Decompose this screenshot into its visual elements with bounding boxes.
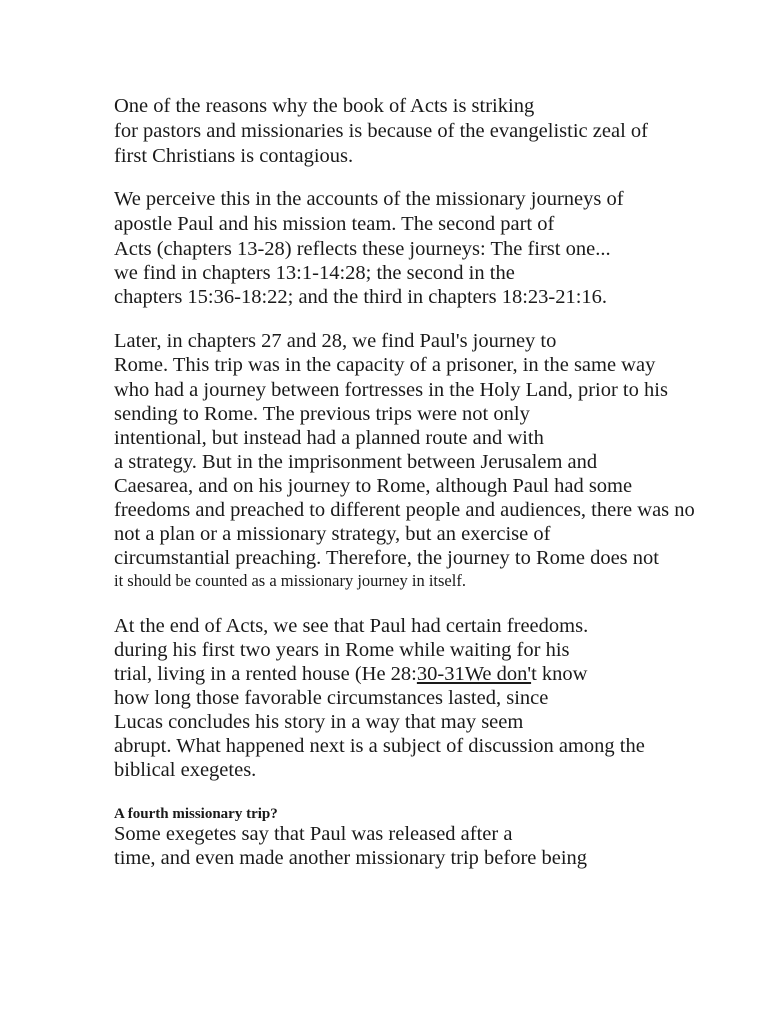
verse-reference-link[interactable]: 30-31We don'	[416, 663, 532, 685]
text-line: how long those favorable circumstances lasted, since	[114, 687, 549, 709]
text-line: not a plan or a missionary strategy, but an exercise of	[114, 523, 551, 545]
text-line	[114, 662, 587, 686]
text-line: biblical exegetes.	[114, 759, 257, 781]
text-line: circumstantial preaching. Therefore, the journey to Rome does not	[114, 547, 659, 569]
text-line: apostle Paul and his mission team. The second part of	[114, 213, 555, 235]
text-line: abrupt. What happened next is a subject of discussion among the	[114, 735, 645, 757]
text-line: freedoms and preached to different people and audiences, there was no	[114, 499, 695, 521]
text-line: a strategy. But in the imprisonment between Jerusalem and	[114, 451, 598, 473]
text-line: it should be counted as a missionary journey in itself.	[114, 571, 466, 590]
text-line: We perceive this in the accounts of the missionary journeys of	[114, 188, 624, 210]
text-segment: t know	[531, 663, 588, 685]
text-line: Lucas concludes his story in a way that may seem	[114, 711, 524, 733]
text-line: Later, in chapters 27 and 28, we find Paul's journey to	[114, 330, 557, 352]
section-heading: A fourth missionary trip?	[114, 806, 278, 822]
text-line: Acts (chapters 13-28) reflects these journeys: The first one...	[114, 238, 611, 260]
text-segment: trial, living in a rented house (He 28:	[114, 663, 417, 685]
text-line: during his first two years in Rome while waiting for his	[114, 639, 570, 661]
text-line: for pastors and missionaries is because of the evangelistic zeal of	[114, 120, 648, 142]
text-line: Rome. This trip was in the capacity of a prisoner, in the same way	[114, 354, 656, 376]
text-line: time, and even made another missionary trip before being	[114, 847, 588, 869]
text-line: who had a journey between fortresses in the Holy Land, prior to his	[114, 379, 668, 401]
text-line: Some exegetes say that Paul was released after a	[114, 823, 513, 845]
text-line: One of the reasons why the book of Acts is striking	[114, 95, 535, 117]
text-line: intentional, but instead had a planned route and with	[114, 427, 544, 449]
text-line: At the end of Acts, we see that Paul had certain freedoms.	[114, 615, 589, 637]
text-line: chapters 15:36-18:22; and the third in chapters 18:23-21:16.	[114, 286, 608, 308]
text-line: we find in chapters 13:1-14:28; the second in the	[114, 262, 515, 284]
text-line: sending to Rome. The previous trips were not only	[114, 403, 530, 425]
text-line: Caesarea, and on his journey to Rome, although Paul had some	[114, 475, 633, 497]
text-line: first Christians is contagious.	[114, 145, 354, 167]
